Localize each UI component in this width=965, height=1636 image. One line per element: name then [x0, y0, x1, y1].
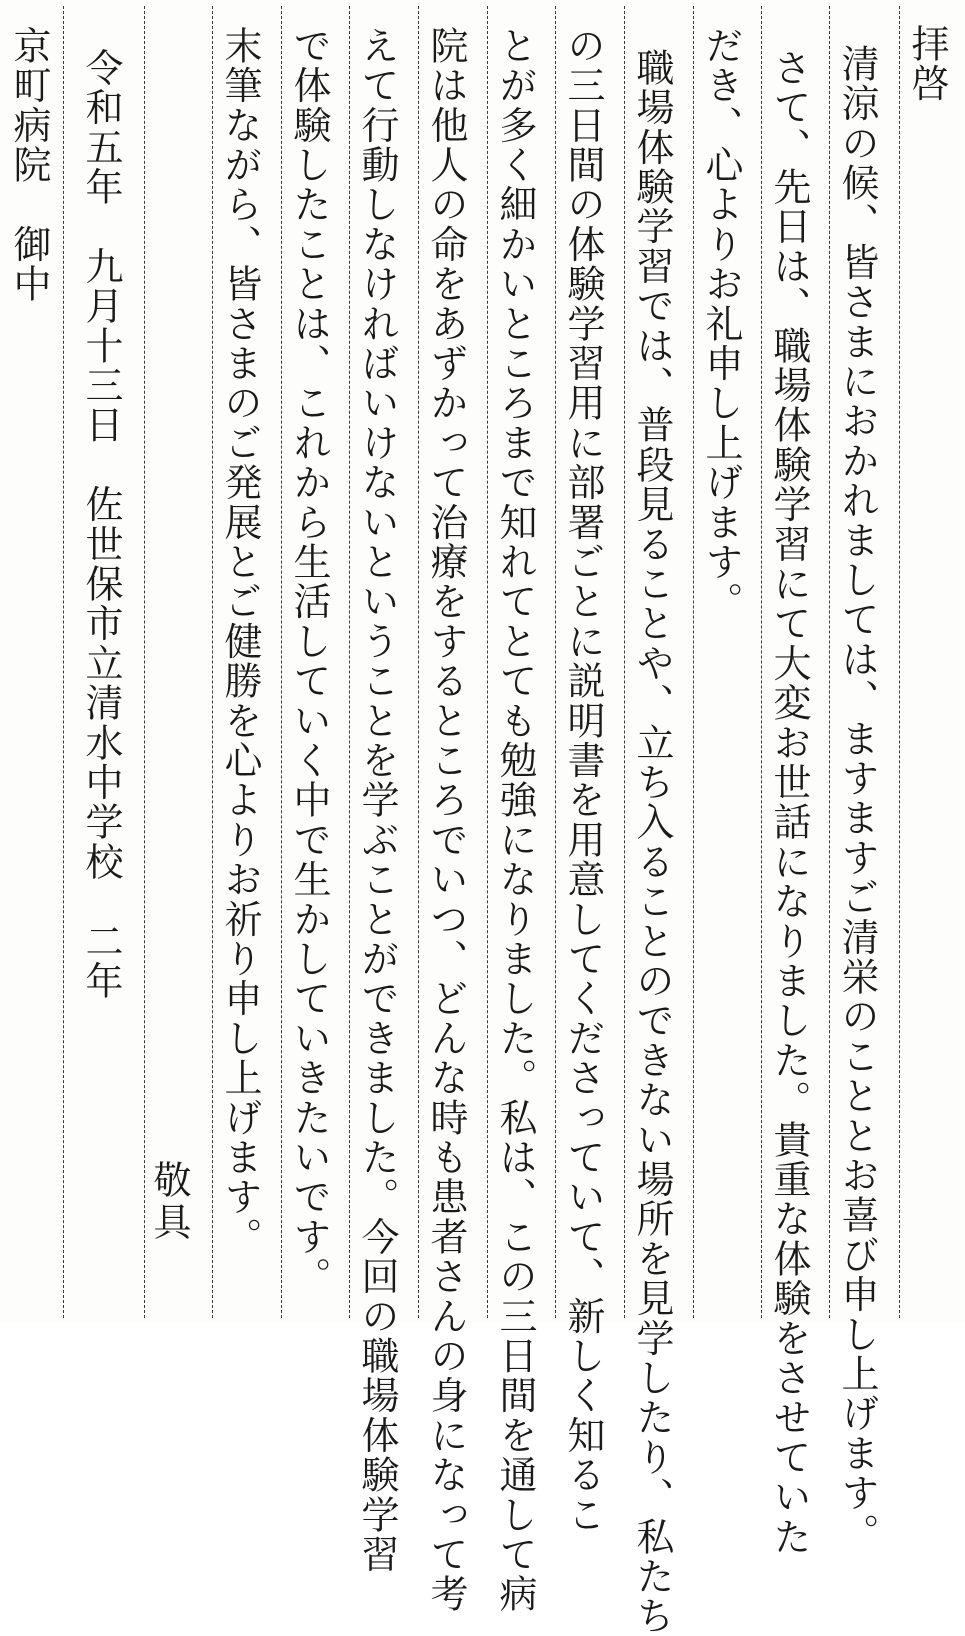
column-rule: [487, 6, 488, 1318]
closing-word: 敬具: [147, 1160, 191, 1244]
body-line: 職場体験学習では、普段見ることや、立ち入ることのできない場所を見学したり、私たち: [630, 48, 674, 1636]
column-rule: [418, 6, 419, 1318]
body-line: 末筆ながら、皆さまのご発展とご健勝を心よりお祈り申し上げます。: [218, 26, 262, 1257]
body-line: 院は他人の命をあずかって治療をするところでいつ、どんな時も患者さんの身になって考: [424, 26, 468, 1614]
body-line: 清涼の候、皆さまにおかれましては、ますますご清栄のこととお喜び申し上げます。: [835, 44, 879, 1553]
column-rule: [761, 6, 762, 1318]
date-and-sender: 令和五年 九月十三日 佐世保市立清水中学校 二年: [79, 48, 123, 1001]
column-rule: [63, 6, 64, 1318]
column-rule: [693, 6, 694, 1318]
body-line: さて、先日は、職場体験学習にて大変お世話になりました。貴重な体験をさせていた: [767, 48, 811, 1557]
body-line: の三日間の体験学習用に部署ごとに説明書を用意してくださっていて、新しく知るこ: [561, 26, 605, 1535]
column-rule: [624, 6, 625, 1318]
body-line: だき、心よりお礼申し上げます。: [699, 26, 743, 622]
column-rule: [281, 6, 282, 1318]
body-line: で体験したことは、これから生活していく中で生かしていきたいです。: [287, 26, 331, 1297]
column-rule: [144, 6, 145, 1318]
column-rule: [555, 6, 556, 1318]
column-rule: [349, 6, 350, 1318]
body-line: とが多く細かいところまで知れてとても勉強になりました。私は、この三日間を通して病: [493, 26, 537, 1614]
salutation-heading: 拝啓: [905, 24, 949, 104]
body-line: えて行動しなければいけないということを学ぶことができました。今回の職場体験学習: [355, 26, 399, 1575]
column-rule: [212, 6, 213, 1318]
column-rule: [899, 6, 900, 1318]
column-rule: [829, 6, 830, 1318]
addressee: 京町病院 御中: [7, 26, 51, 304]
